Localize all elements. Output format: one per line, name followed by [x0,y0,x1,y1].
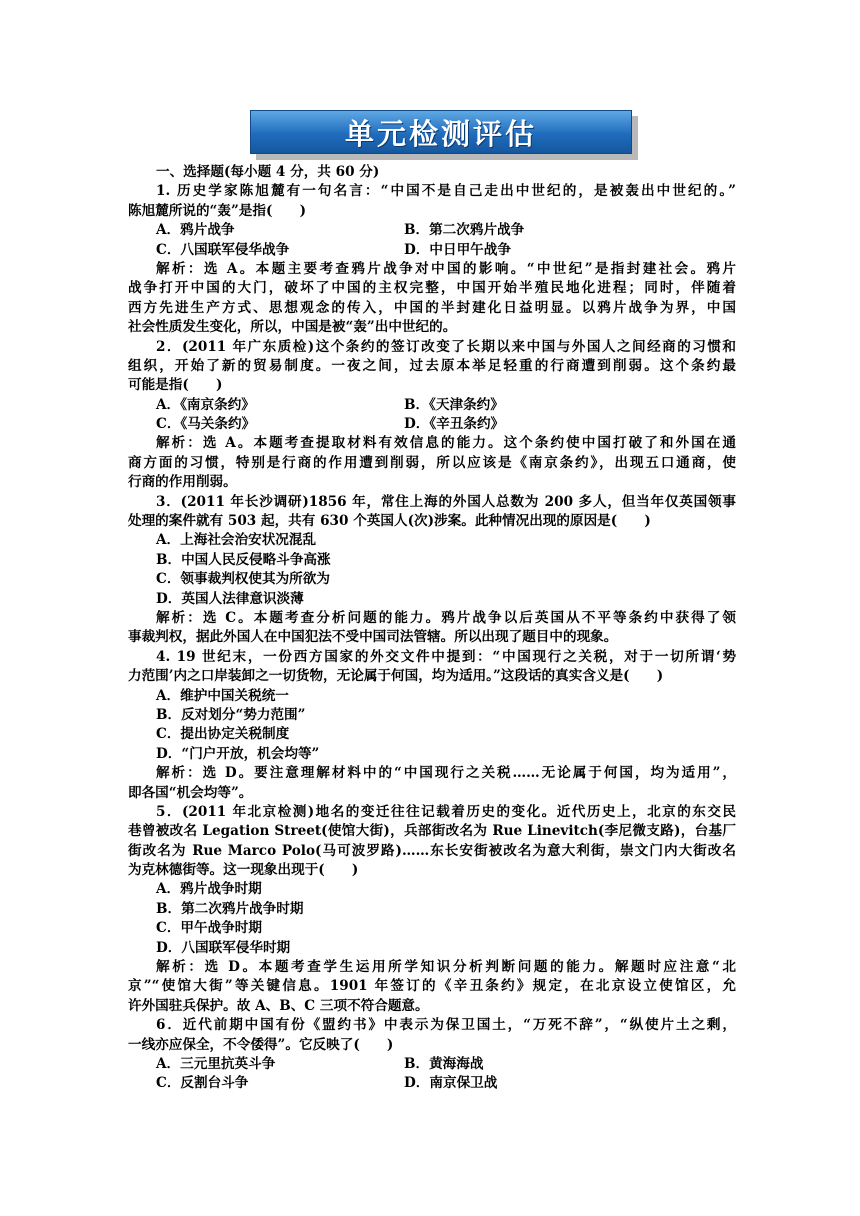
question-1-answer-line-2: 战争打开中国的大门，破坏了中国的主权完整，中国开始半殖民地化进程；同时，伴随着 [128,280,736,297]
question-2-answer-line-1: 解析：选 A。本题考查提取材料有效信息的能力。这个条约使中国打破了和外国在通 [156,435,736,452]
question-5-option-a: A．鸦片战争时期 [156,881,262,898]
question-5-answer-line-2: 京”“使馆大街”等关键信息。1901 年签订的《辛丑条约》规定，在北京设立使馆区，允 [128,978,736,995]
option-d: D．中日甲午战争 [404,241,511,258]
title-banner [250,110,638,160]
question-4-option-c: C．提出协定关税制度 [156,726,290,743]
question-6-options-row-1 [128,1055,736,1074]
question-3-answer-line-2: 事裁判权，据此外国人在中国犯法不受中国司法管辖。所以出现了题目中的现象。 [128,629,618,646]
question-4-stem-line-2: 力范围’内之口岸装卸之一切货物，无论属于何国，均为适用。”这段话的真实含义是( ) [128,668,664,685]
option-a: A．三元里抗英斗争 [156,1055,276,1072]
question-2-answer-line-3: 行商的作用削弱。 [128,474,237,491]
option-c: C．八国联军侵华战争 [156,241,290,258]
question-2-answer-line-2: 商方面的习惯，特别是行商的作用遭到削弱，所以应该是《南京条约》，出现五口通商，使 [128,454,736,471]
question-3-option-a: A．上海社会治安状况混乱 [156,532,317,549]
question-3-option-c: C．领事裁判权使其为所欲为 [156,571,330,588]
question-4-option-b: B．反对划分“势力范围” [156,706,306,723]
question-5-answer-line-1: 解析：选 D。本题考查学生运用所学知识分析判断问题的能力。解题时应注意“北 [156,959,736,976]
question-3-option-b: B．中国人民反侵略斗争高涨 [156,551,331,568]
question-3-answer-line-1: 解析：选 C。本题考查分析问题的能力。鸦片战争以后英国从不平等条约中获得了领 [156,609,736,626]
option-b: B．第二次鸦片战争 [404,222,525,239]
question-4-option-d: D．“门户开放，机会均等” [156,745,320,762]
option-a: A．鸦片战争 [156,222,235,239]
question-3-option-d: D．英国人法律意识淡薄 [156,590,304,607]
question-1-stem-line-1: 1. 历史学家陈旭麓有一句名言：“中国不是自己走出中世纪的，是被轰出中世纪的。” [156,183,736,200]
question-2-stem-line-1: 2．(2011 年广东质检)这个条约的签订改变了长期以来中国与外国人之间经商的习惯和 [156,338,736,355]
question-5-option-c: C．甲午战争时期 [156,920,262,937]
question-4-option-a: A．维护中国关税统一 [156,687,289,704]
option-a: A．《南京条约》 [156,396,255,413]
question-1-options-row-2 [128,241,736,260]
question-5-stem-line-2: 巷曾被改名 Legation Street(使馆大街)，兵部街改名为 Rue Linevitch(李尼微支路)，台基厂 [128,823,736,840]
option-c: C．反割台斗争 [156,1075,249,1092]
page-title: 单元检测评估 [344,116,537,151]
question-4-answer-line-2: 即各国“机会均等”。 [128,784,253,801]
question-2-options-row-1 [128,396,736,415]
question-4-answer-line-1: 解析：选 D。要注意理解材料中的“中国现行之关税……无论属于何国，均为适用”， [156,765,736,782]
option-b: B．黄海海战 [404,1055,484,1072]
question-1-stem-line-2: 陈旭麓所说的“轰”是指( ) [128,202,307,219]
title-banner-box [250,110,632,154]
question-1-answer-line-1: 解析：选 A。本题主要考查鸦片战争对中国的影响。“中世纪”是指封建社会。鸦片 [156,260,736,277]
document-body [128,163,736,1094]
option-d: D．《辛丑条约》 [404,416,505,433]
question-5-stem-line-4: 为克林德街等。这一现象出现于( ) [128,862,359,879]
question-6-stem-line-1: 6．近代前期中国有份《盟约书》中表示为保卫国土，“万死不辞”，“纵使片土之剩， [156,1017,736,1034]
question-5-option-d: D．八国联军侵华时期 [156,939,291,956]
question-5-stem-line-3: 街改名为 Rue Marco Polo(马可波罗路)……东长安街被改名为意大利街，崇文门内大街改名 [128,842,736,859]
option-b: B．《天津条约》 [404,396,504,413]
question-4-stem-line-1: 4. 19 世纪末，一份西方国家的外交文件中提到：“中国现行之关税，对于一切所谓‘势 [156,648,736,665]
question-2-stem-line-2: 组织，开始了新的贸易制度。一夜之间，过去原本举足轻重的行商遭到削弱。这个条约最 [128,357,736,374]
question-3-stem-line-2: 处理的案件就有 503 起，共有 630 个英国人(次)涉案。此种情况出现的原因是( ) [128,513,651,530]
question-1-options-row-1 [128,221,736,240]
question-6-stem-line-2: 一线亦应保全，不令倭得”。它反映了( ) [128,1036,394,1053]
section-heading: 一、选择题(每小题 4 分，共 60 分) [156,164,380,180]
question-5-option-b: B．第二次鸦片战争时期 [156,900,304,917]
option-c: C．《马关条约》 [156,416,256,433]
question-1-answer-line-4: 社会性质发生变化，所以，中国是被“轰”出中世纪的。 [128,319,457,336]
question-5-stem-line-1: 5．(2011 年北京检测)地名的变迁往往记载着历史的变化。近代历史上，北京的东交民 [156,803,736,820]
question-1-answer-line-3: 西方先进生产方式、思想观念的传入，中国的半封建化日益明显。以鸦片战争为界，中国 [128,299,736,316]
question-5-answer-line-3: 许外国驻兵保护。故 A、B、C 三项不符合题意。 [128,997,429,1014]
question-6-options-row-2 [128,1074,736,1093]
question-2-stem-line-3: 可能是指( ) [128,377,223,394]
question-3-stem-line-1: 3．(2011 年长沙调研)1856 年，常住上海的外国人总数为 200 多人，但当年仅英国领事 [156,493,736,510]
option-d: D．南京保卫战 [404,1075,498,1092]
question-2-options-row-2 [128,415,736,434]
